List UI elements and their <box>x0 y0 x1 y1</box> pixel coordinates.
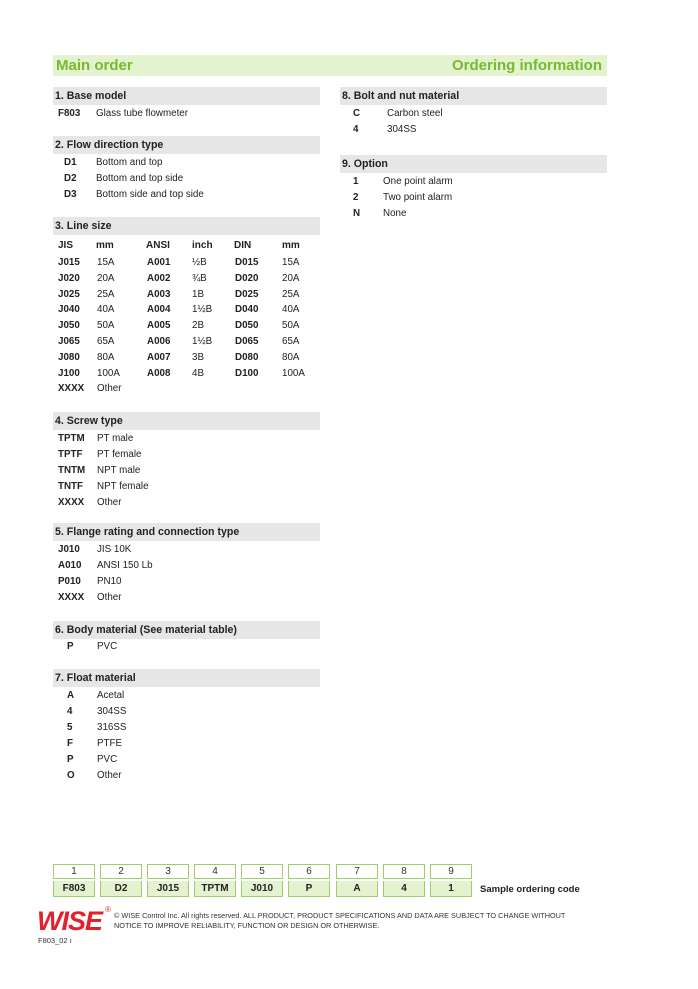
sample-cell: 5 J010 <box>241 864 283 897</box>
sample-cell: 3 J015 <box>147 864 189 897</box>
col-header: JIS <box>58 240 74 251</box>
col-header: ANSI <box>146 240 170 251</box>
page-code: F803_02 ı <box>38 936 72 945</box>
wise-logo: WISE <box>37 906 103 936</box>
section-screw-type-title: 4. Screw type <box>53 412 320 430</box>
registered-mark: ® <box>105 905 111 914</box>
section-flow-direction-title: 2. Flow direction type <box>53 136 320 154</box>
sample-cell: 6 P <box>288 864 330 897</box>
sample-cell: 8 4 <box>383 864 425 897</box>
header-banner <box>53 55 607 76</box>
page-title: Main order <box>56 57 133 74</box>
col-header: inch <box>192 240 213 251</box>
section-body-title: 6. Body material (See material table) <box>53 621 320 639</box>
section-flange-title: 5. Flange rating and connection type <box>53 523 320 541</box>
sample-cell: 7 A <box>336 864 378 897</box>
sample-cell: 4 TPTM <box>194 864 236 897</box>
sample-code-label: Sample ordering code <box>480 884 580 895</box>
sample-cell: 1 F803 <box>53 864 95 897</box>
copyright-notice: © WISE Control Inc. All rights reserved. ALL PRODUCT, PRODUCT SPECIFICATIONS AND DATA ARE SUBJECT TO CHANGE WITHOUT NOTICE TO IMPROVE RELIABILITY, FUNCTION OR DESIGN OR OTHERWISE. <box>114 911 566 930</box>
section-option-title: 9. Option <box>340 155 607 173</box>
col-header: mm <box>282 240 300 251</box>
section-float-title: 7. Float material <box>53 669 320 687</box>
sample-cell: 2 D2 <box>100 864 142 897</box>
section-line-size-title: 3. Line size <box>53 217 320 235</box>
page-subtitle: Ordering information <box>452 57 602 74</box>
col-header: DIN <box>234 240 252 251</box>
section-base-model-title: 1. Base model <box>53 87 320 105</box>
section-bolt-title: 8. Bolt and nut material <box>340 87 607 105</box>
col-header: mm <box>96 240 114 251</box>
sample-cell: 9 1 <box>430 864 472 897</box>
